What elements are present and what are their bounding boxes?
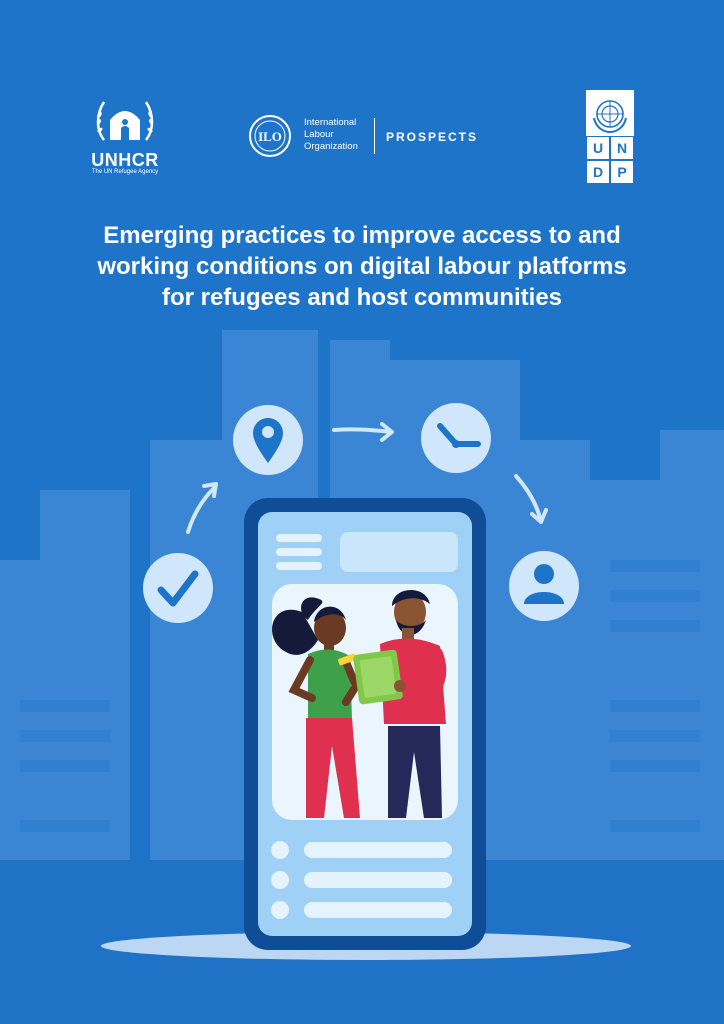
unhcr-emblem-icon bbox=[94, 96, 156, 148]
undp-letter: P bbox=[610, 160, 634, 184]
partner-logos bbox=[0, 0, 724, 200]
report-title bbox=[40, 220, 684, 313]
un-emblem-icon bbox=[590, 94, 630, 134]
unhcr-logo bbox=[80, 96, 170, 180]
location-circle bbox=[233, 405, 303, 475]
undp-logo bbox=[586, 90, 634, 184]
logo-divider bbox=[374, 118, 375, 154]
smartphone bbox=[244, 498, 486, 950]
cover-illustration bbox=[0, 320, 724, 1024]
prospects-label: PROSPECTS bbox=[386, 130, 479, 144]
undp-letter: D bbox=[586, 160, 610, 184]
user-circle bbox=[509, 551, 579, 621]
title-line: Emerging practices to improve access to and bbox=[103, 222, 621, 249]
ilo-prospects-logo bbox=[246, 114, 486, 158]
unhcr-tagline: The UN Refugee Agency bbox=[91, 169, 159, 175]
undp-letters bbox=[586, 136, 634, 184]
title-line: working conditions on digital labour platforms bbox=[97, 253, 627, 280]
ilo-organization-name: International Labour Organization bbox=[304, 117, 358, 152]
undp-letter: U bbox=[586, 136, 610, 160]
ilo-seal-icon bbox=[246, 114, 294, 158]
undp-letter: N bbox=[610, 136, 634, 160]
checkmark-circle bbox=[143, 553, 213, 623]
svg-text:ILO: ILO bbox=[258, 129, 282, 144]
title-line: for refugees and host communities bbox=[161, 284, 563, 311]
clock-circle bbox=[421, 403, 491, 473]
unhcr-name: UNHCR bbox=[91, 150, 159, 170]
